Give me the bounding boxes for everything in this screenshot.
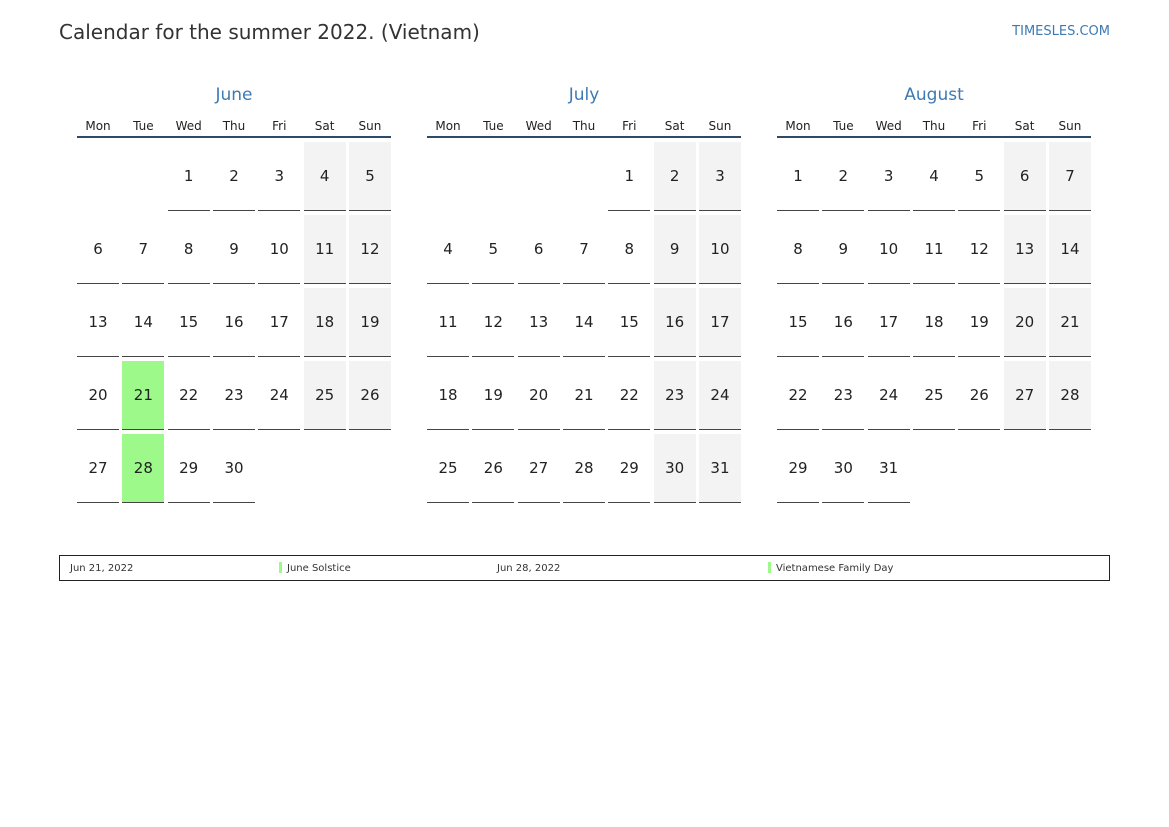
weekday-label: Wed (525, 119, 552, 133)
weekday-label: Tue (483, 119, 504, 133)
legend-holiday-name: Vietnamese Family Day (776, 562, 894, 574)
weekday-label: Thu (222, 119, 246, 133)
legend-date: Jun 28, 2022 (497, 562, 561, 574)
month-title: August (904, 85, 964, 105)
weekday-label: Mon (85, 119, 111, 133)
day-cell[interactable]: 4 (913, 142, 955, 211)
day-cell[interactable]: 4 (304, 142, 346, 211)
day-cell[interactable]: 8 (777, 215, 819, 284)
day-cell[interactable]: 29 (777, 434, 819, 503)
weekday-label: Sun (708, 119, 732, 133)
empty-cell (1004, 434, 1046, 503)
day-cell[interactable]: 18 (304, 288, 346, 357)
weekday-label: Sat (1014, 119, 1035, 133)
day-cell[interactable]: 6 (1004, 142, 1046, 211)
day-cell[interactable]: 13 (1004, 215, 1046, 284)
site-link[interactable]: TIMESLES.COM (1012, 24, 1110, 39)
day-cell[interactable]: 11 (913, 215, 955, 284)
day-cell[interactable]: 21 (122, 361, 164, 430)
empty-cell (472, 142, 514, 211)
day-cell[interactable]: 7 (1049, 142, 1091, 211)
day-cell[interactable]: 25 (913, 361, 955, 430)
day-cell[interactable]: 27 (77, 434, 119, 503)
day-cell[interactable]: 2 (654, 142, 696, 211)
empty-cell (349, 434, 391, 503)
day-cell[interactable]: 17 (868, 288, 910, 357)
day-cell[interactable]: 13 (77, 288, 119, 357)
day-cell[interactable]: 15 (168, 288, 210, 357)
empty-cell (563, 142, 605, 211)
day-cell[interactable]: 4 (427, 215, 469, 284)
day-cell[interactable]: 2 (213, 142, 255, 211)
day-cell[interactable]: 16 (822, 288, 864, 357)
day-cell[interactable]: 3 (258, 142, 300, 211)
empty-cell (1049, 434, 1091, 503)
legend-date: Jun 21, 2022 (70, 562, 134, 574)
day-cell[interactable]: 20 (518, 361, 560, 430)
day-cell[interactable]: 27 (1004, 361, 1046, 430)
day-cell[interactable]: 1 (168, 142, 210, 211)
day-cell[interactable]: 1 (777, 142, 819, 211)
day-cell[interactable]: 14 (1049, 215, 1091, 284)
weekday-header (427, 118, 741, 138)
weekday-label: Tue (133, 119, 154, 133)
day-cell[interactable]: 10 (258, 215, 300, 284)
empty-cell (913, 434, 955, 503)
day-cell[interactable]: 15 (608, 288, 650, 357)
day-cell[interactable]: 9 (213, 215, 255, 284)
page-title: Calendar for the summer 2022. (Vietnam) (59, 20, 480, 44)
weekday-header (77, 118, 391, 138)
day-grid (77, 142, 391, 503)
day-cell[interactable]: 1 (608, 142, 650, 211)
day-cell[interactable]: 19 (958, 288, 1000, 357)
month-july (427, 84, 741, 503)
month-title: July (568, 85, 600, 105)
day-cell[interactable]: 17 (258, 288, 300, 357)
day-cell[interactable]: 17 (699, 288, 741, 357)
day-cell[interactable]: 31 (868, 434, 910, 503)
empty-cell (518, 142, 560, 211)
weekday-label: Fri (272, 119, 287, 133)
day-cell[interactable]: 6 (518, 215, 560, 284)
day-cell[interactable]: 14 (563, 288, 605, 357)
weekday-label: Sun (358, 119, 382, 133)
day-cell[interactable]: 22 (608, 361, 650, 430)
day-cell[interactable]: 11 (304, 215, 346, 284)
day-cell[interactable]: 8 (608, 215, 650, 284)
day-cell[interactable]: 23 (822, 361, 864, 430)
weekday-label: Tue (833, 119, 854, 133)
weekday-label: Sun (1058, 119, 1082, 133)
weekday-label: Sat (664, 119, 685, 133)
weekday-label: Wed (875, 119, 902, 133)
day-cell[interactable]: 31 (699, 434, 741, 503)
day-cell[interactable]: 2 (822, 142, 864, 211)
day-cell[interactable]: 15 (777, 288, 819, 357)
day-cell[interactable]: 28 (122, 434, 164, 503)
day-cell[interactable]: 14 (122, 288, 164, 357)
day-cell[interactable]: 29 (608, 434, 650, 503)
legend-holiday-name: June Solstice (287, 562, 351, 574)
day-cell[interactable]: 9 (822, 215, 864, 284)
month-title: June (215, 85, 253, 105)
day-cell[interactable]: 26 (958, 361, 1000, 430)
day-cell[interactable]: 16 (213, 288, 255, 357)
months-container (77, 84, 1091, 503)
day-cell[interactable]: 29 (168, 434, 210, 503)
month-august (777, 84, 1091, 503)
day-cell[interactable]: 25 (427, 434, 469, 503)
day-cell[interactable]: 30 (822, 434, 864, 503)
day-cell[interactable]: 23 (654, 361, 696, 430)
day-cell[interactable]: 22 (777, 361, 819, 430)
holiday-legend (59, 555, 1110, 581)
empty-cell (427, 142, 469, 211)
day-cell[interactable]: 21 (563, 361, 605, 430)
day-cell[interactable]: 12 (472, 288, 514, 357)
day-cell[interactable]: 21 (1049, 288, 1091, 357)
day-cell[interactable]: 6 (77, 215, 119, 284)
day-cell[interactable]: 18 (427, 361, 469, 430)
empty-cell (77, 142, 119, 211)
empty-cell (122, 142, 164, 211)
day-cell[interactable]: 3 (868, 142, 910, 211)
empty-cell (304, 434, 346, 503)
weekday-label: Sat (314, 119, 335, 133)
day-cell[interactable]: 23 (213, 361, 255, 430)
day-cell[interactable]: 12 (349, 215, 391, 284)
month-june (77, 84, 391, 503)
day-cell[interactable]: 5 (958, 142, 1000, 211)
day-cell[interactable]: 20 (1004, 288, 1046, 357)
day-cell[interactable]: 10 (699, 215, 741, 284)
day-grid (777, 142, 1091, 503)
day-cell[interactable]: 22 (168, 361, 210, 430)
day-cell[interactable]: 3 (699, 142, 741, 211)
weekday-label: Wed (175, 119, 202, 133)
day-cell[interactable]: 25 (304, 361, 346, 430)
day-cell[interactable]: 7 (563, 215, 605, 284)
empty-cell (958, 434, 1000, 503)
day-cell[interactable]: 9 (654, 215, 696, 284)
day-cell[interactable]: 30 (654, 434, 696, 503)
holiday-swatch (768, 562, 771, 573)
day-cell[interactable]: 28 (1049, 361, 1091, 430)
day-cell[interactable]: 28 (563, 434, 605, 503)
day-cell[interactable]: 19 (472, 361, 514, 430)
weekday-label: Thu (922, 119, 946, 133)
day-cell[interactable]: 26 (349, 361, 391, 430)
day-cell[interactable]: 18 (913, 288, 955, 357)
weekday-header (777, 118, 1091, 138)
day-cell[interactable]: 7 (122, 215, 164, 284)
weekday-label: Mon (435, 119, 461, 133)
weekday-label: Thu (572, 119, 596, 133)
holiday-swatch (279, 562, 282, 573)
day-cell[interactable]: 24 (258, 361, 300, 430)
day-cell[interactable]: 19 (349, 288, 391, 357)
day-cell[interactable]: 24 (868, 361, 910, 430)
day-cell[interactable]: 13 (518, 288, 560, 357)
weekday-label: Mon (785, 119, 811, 133)
day-cell[interactable]: 20 (77, 361, 119, 430)
day-cell[interactable]: 11 (427, 288, 469, 357)
empty-cell (258, 434, 300, 503)
day-grid (427, 142, 741, 503)
day-cell[interactable]: 10 (868, 215, 910, 284)
day-cell[interactable]: 5 (472, 215, 514, 284)
day-cell[interactable]: 5 (349, 142, 391, 211)
day-cell[interactable]: 30 (213, 434, 255, 503)
weekday-label: Fri (622, 119, 637, 133)
weekday-label: Fri (972, 119, 987, 133)
day-cell[interactable]: 12 (958, 215, 1000, 284)
day-cell[interactable]: 27 (518, 434, 560, 503)
day-cell[interactable]: 8 (168, 215, 210, 284)
day-cell[interactable]: 16 (654, 288, 696, 357)
day-cell[interactable]: 26 (472, 434, 514, 503)
day-cell[interactable]: 24 (699, 361, 741, 430)
